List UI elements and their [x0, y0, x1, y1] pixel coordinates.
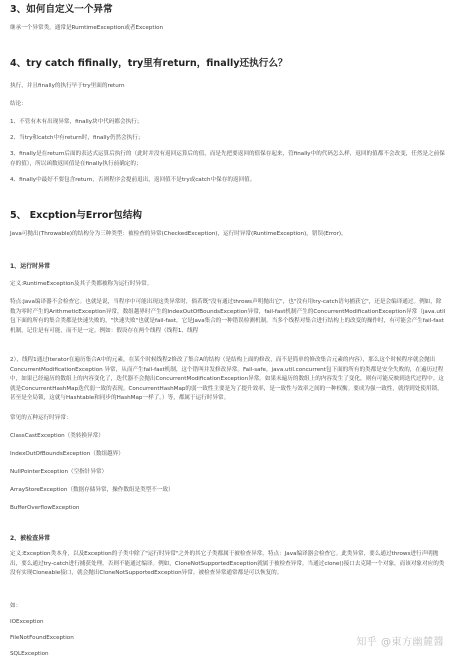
list-item: FileNotFoundException [10, 635, 74, 641]
runtime-paragraph-2-block [10, 356, 446, 404]
runtime-definition: 定义:RuntimeException及其子类都被称为运行时异常。 [10, 281, 153, 287]
section-4-item-2 [10, 134, 446, 144]
list-item: BufferOverflowException [10, 505, 80, 511]
runtime-list-item-5 [10, 504, 446, 514]
section-3 [10, 4, 446, 16]
list-item: IOException [10, 619, 44, 625]
runtime-common-label-block [10, 414, 446, 424]
conclusion-item: 2、当try和catch中有return时，finally仍然会执行； [10, 135, 144, 141]
list-item: IndexOutOfBoundsException（数组越界） [10, 451, 124, 457]
section-3-title: 3、如何自定义一个异常 [10, 4, 113, 15]
section-4-title: 4、try catch fifinally，try里有return，finally还执行么？ [10, 58, 288, 69]
section-4-item-3 [10, 150, 446, 169]
checked-heading: 2、被检查异常 [10, 535, 51, 542]
runtime-definition-block [10, 280, 446, 290]
list-item: NullPointerException（空指针异常） [10, 469, 108, 475]
checked-list-item-1 [10, 618, 446, 628]
section-4-item-1 [10, 118, 446, 128]
checked-list-item-3 [10, 650, 446, 660]
runtime-list-item-1 [10, 432, 446, 442]
section-4-item-4 [10, 176, 446, 186]
section-4-body [10, 82, 446, 92]
conclusion-label: 结论： [10, 101, 27, 107]
section-3-body [10, 24, 446, 34]
section-5-title: 5、 Excption与Error包结构 [10, 210, 142, 221]
conclusion-item: 1、不管有木有出现异常，finally块中代码都会执行； [10, 119, 143, 125]
section-3-text: 继承一个异常类，通常是RumtimeException或者Exception [10, 25, 164, 31]
conclusion-item: 4、finally中最好不要包含return，否则程序会提前退出，返回值不是try或catch中保存的返回值。 [10, 177, 256, 183]
checked-example-label-block [10, 602, 446, 612]
watermark: 知乎 @東方幽麓醬 [356, 637, 444, 648]
conclusion-item: 3、finally是在return后面的表达式运算后执行的（此时并没有返回运算后的值，而是先把要返回的值保存起来，管finally中的代码怎么样，返回的值都不会改变，任然是之前保存的值），所以函数返回值是在finally执行前确定的； [10, 151, 445, 167]
runtime-paragraph-1-block [10, 298, 446, 336]
list-item: SQLException [10, 651, 49, 657]
runtime-paragraph-2: 2），线程1通过Iterator在遍历集合A中的元素，在某个时候线程2修改了集合A的结构（是结构上面的修改，而不是简单的修改集合元素的内容），那么这个时候程序就会抛出ConcurrentModificationException 异常，从而产生fail-fast机制，这个错叫并发修改异常。Fail-safe，java.util.concurrent包下面的所有的类都是安全失败的，在遍历过程中，如果已经遍历的数组上的内容变化了，迭代器不会抛出ConcurrentModificationException异常。如果未遍历的数组上的内容发生了变化，则有可能反映到迭代过程中。这就是ConcurrentHashMap迭代弱一致的表现。ConcurrentHashMap的弱一致性主要是为了提升效率，是一致性与效率之间的一种权衡。要成为强一致性，就得到处使用锁，甚至是全局锁，这就与Hashtable和同步的HashMap一样了。）等，都属于运行时异常。 [10, 357, 444, 402]
checked-paragraph: 定义:Exception类本身，以及Exception的子类中除了"运行时异常"之外的其它子类都属于被检查异常。特点：Java编译器会检查它。此类异常，要么通过throws进行声明抛出，要么通过try-catch进行捕获处理，否则不能通过编译。例如，CloneNotSupportedException就属于被检查异常。当通过clone()接口去克隆一个对象，而该对象对应的类没有实现Cloneable接口，就会抛出CloneNotSupportedException异常。被检查异常通常都是可以恢复的。 [10, 551, 445, 577]
runtime-list-item-2 [10, 450, 446, 460]
runtime-heading-block [10, 262, 446, 272]
runtime-common-label: 常见的五种运行时异常： [10, 415, 72, 421]
runtime-list-item-3 [10, 468, 446, 478]
checked-heading-block [10, 534, 446, 544]
section-4 [10, 58, 446, 70]
checked-example-label: 如： [10, 603, 22, 609]
section-5 [10, 210, 446, 222]
runtime-list-item-4 [10, 486, 446, 496]
checked-paragraph-block [10, 550, 446, 579]
section-4-conclusion [10, 100, 446, 110]
section-4-intro: 执行，并且finally的执行早于try里面的return [10, 83, 125, 89]
runtime-heading: 1、运行时异常 [10, 263, 51, 270]
list-item: ClassCastException（类转换异常） [10, 433, 104, 439]
section-5-intro-block [10, 230, 446, 240]
runtime-paragraph-1: 特点:Java编译器不会检查它。也就是说，当程序中可能出现这类异常时，倘若既"没有通过throws声明抛出它"，也"没有用try-catch语句捕获它"，还是会编译通过。例如，除数为零时产生的ArithmeticException异常，数组越界时产生的IndexOutOfBoundsException异常，fail-fast机制产生的ConcurrentModificationException异常（java.util包下面的所有的集合类都是快速失败的，"快速失败"也就是fail-fast，它是Java集合的一种错误检测机制。当多个线程对集合进行结构上的改变的操作时，有可能会产生fail-fast机制。记住是有可能，而不是一定。例如：假设存在两个线程（线程1、线程 [10, 299, 446, 334]
list-item: ArrayStoreException（数据存储异常，操作数组是类型不一致） [10, 487, 174, 493]
section-5-intro: Java可抛出(Throwable)的结构分为三种类型：被检查的异常(CheckedException)，运行时异常(RuntimeException)，错误(Error)。 [10, 231, 347, 237]
